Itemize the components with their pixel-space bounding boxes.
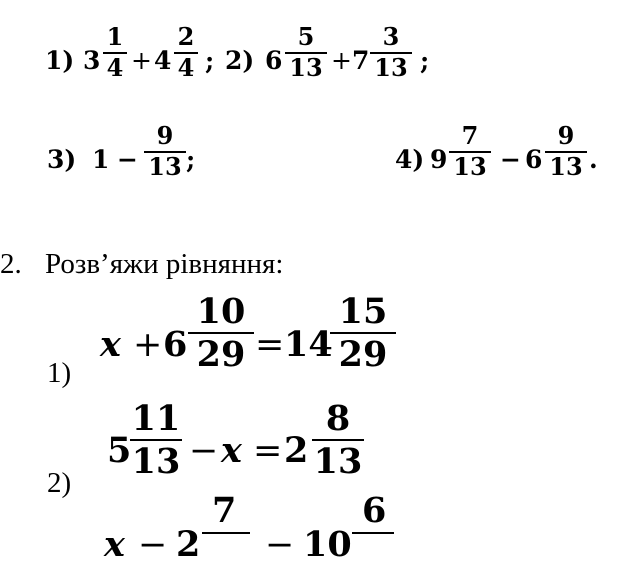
denominator: 4: [106, 53, 124, 82]
minus-sign: −: [500, 145, 521, 174]
variable-x: x: [221, 430, 242, 471]
denominator: 13: [549, 152, 583, 181]
fraction: [312, 400, 364, 481]
mixed-whole: 4: [154, 46, 172, 75]
semicolon: ;: [205, 46, 215, 75]
minus-sign: −: [189, 431, 219, 471]
denominator: 13: [131, 441, 181, 482]
mixed-whole: 6: [265, 46, 283, 75]
numerator: 15: [338, 291, 388, 332]
denominator: 13: [313, 441, 363, 482]
numerator: 1: [106, 22, 124, 51]
item-label-1: 1): [45, 46, 75, 75]
numerator: 9: [557, 121, 575, 150]
numerator: 3: [382, 22, 400, 51]
numerator: 10: [196, 291, 246, 332]
numerator: 7: [212, 490, 237, 531]
equals-sign: =: [253, 431, 283, 471]
denominator: 29: [338, 334, 388, 375]
task-number: 2.: [0, 248, 22, 280]
equation-label-1: 1): [47, 357, 72, 389]
minus-sign: −: [265, 525, 295, 565]
minus-sign: −: [138, 525, 168, 565]
denominator: 13: [148, 152, 182, 181]
mixed-whole: 5: [107, 430, 132, 471]
mixed-whole: 9: [430, 145, 448, 174]
mixed-whole: 14: [284, 324, 333, 365]
equals-sign: =: [255, 325, 285, 365]
mixed-whole: 7: [352, 46, 370, 75]
item-label-2: 2): [225, 46, 255, 75]
semicolon: ;: [420, 46, 430, 75]
variable-x: x: [104, 524, 125, 565]
numerator: 9: [156, 121, 174, 150]
numerator: 6: [362, 490, 387, 531]
mixed-whole: 2: [284, 430, 309, 471]
mixed-whole: 3: [83, 46, 101, 75]
period: .: [589, 145, 598, 174]
fraction: [130, 400, 182, 481]
fraction: [144, 123, 186, 180]
fraction-bar: [202, 532, 250, 534]
fraction: [188, 293, 254, 374]
fraction: [174, 24, 198, 81]
fraction: [449, 123, 491, 180]
fraction: [330, 293, 396, 374]
fraction-bar: [352, 532, 394, 534]
numerator: 11: [131, 398, 181, 439]
variable-x: x: [100, 324, 121, 365]
numerator: 2: [177, 22, 195, 51]
item-label-4: 4): [395, 145, 425, 174]
mixed-whole: 10: [303, 524, 352, 565]
item-label-3: 3): [47, 145, 77, 174]
denominator: 29: [196, 334, 246, 375]
fraction: [285, 24, 327, 81]
mixed-whole: 2: [176, 524, 201, 565]
numerator: 8: [325, 398, 351, 439]
denominator: 13: [289, 53, 323, 82]
minus-sign: −: [117, 145, 138, 174]
numerator: 7: [461, 121, 479, 150]
fraction: [103, 24, 127, 81]
task-title: Розв’яжи рівняння:: [45, 248, 284, 280]
denominator: 13: [374, 53, 408, 82]
mixed-whole: 6: [525, 145, 543, 174]
fraction: [545, 123, 587, 180]
numerator: 5: [297, 22, 315, 51]
semicolon: ;: [186, 145, 196, 174]
plus-sign: +: [331, 46, 352, 75]
plus-sign: +: [133, 325, 163, 365]
denominator: 13: [453, 152, 487, 181]
denominator: 4: [177, 53, 195, 82]
equation-label-2: 2): [47, 467, 72, 499]
mixed-whole: 6: [163, 324, 188, 365]
fraction: [370, 24, 412, 81]
whole-number: 1: [92, 145, 110, 174]
plus-sign: +: [131, 46, 152, 75]
